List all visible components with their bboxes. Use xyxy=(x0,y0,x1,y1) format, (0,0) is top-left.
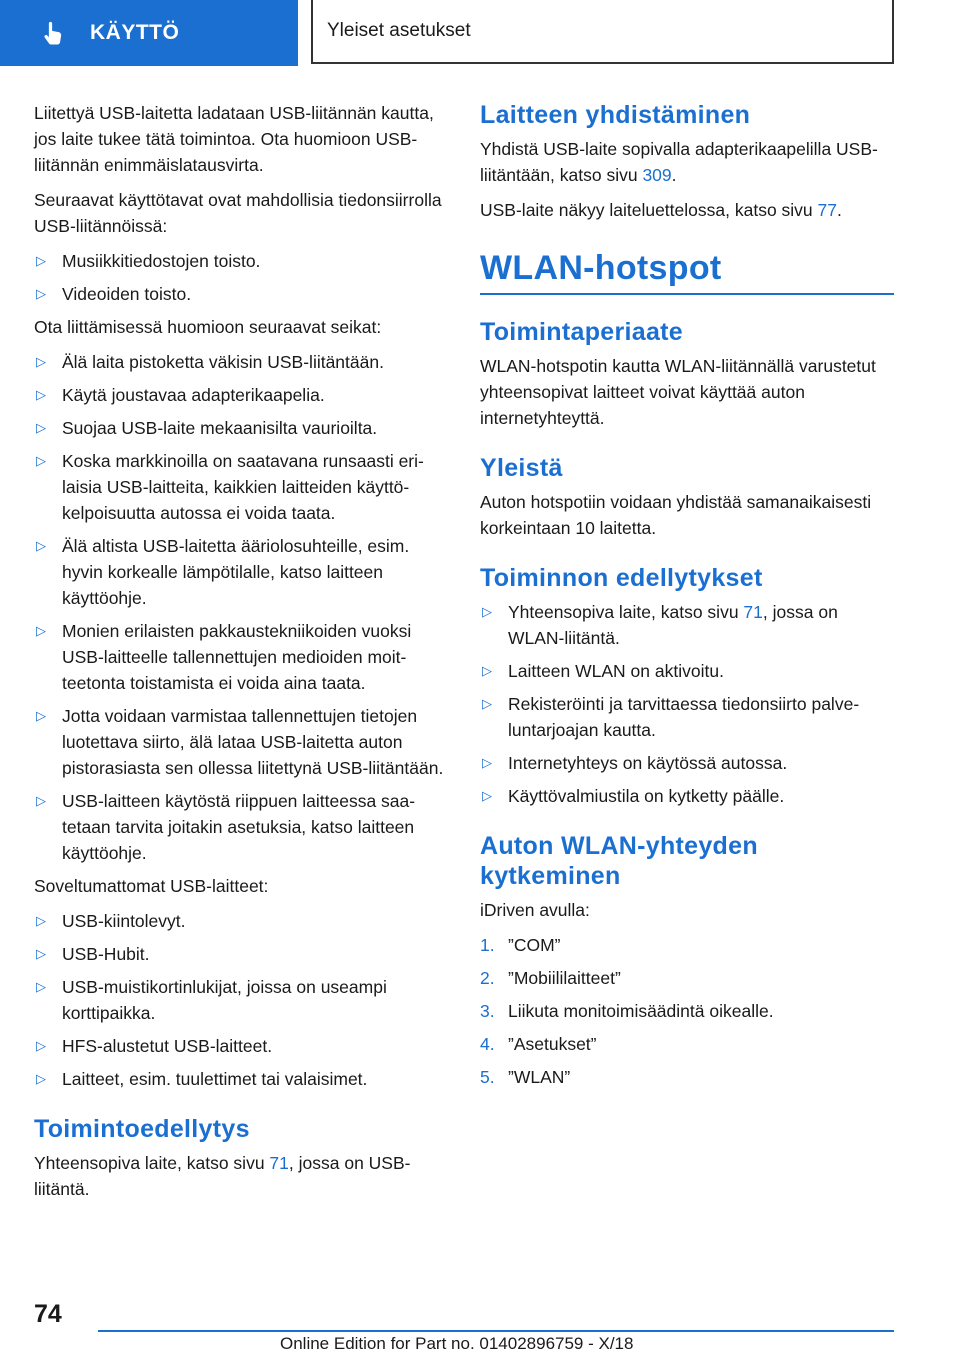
triangle-bullet-icon: ▷ xyxy=(482,663,492,678)
triangle-bullet-icon: ▷ xyxy=(36,1038,46,1053)
paragraph: Yhteensopiva laite, katso sivu 71, jossa on USB-liitäntä. xyxy=(34,1153,411,1199)
bullet-list xyxy=(34,908,448,1092)
footer-divider xyxy=(98,1330,894,1332)
paragraph: WLAN-hotspotin kautta WLAN-liitännällä varustetut yhteensopivat laitteet voivat käyttää auton internetyhteyttä. xyxy=(480,356,876,428)
chapter-heading: WLAN-hotspot xyxy=(480,247,894,295)
section-heading: Auton WLAN-yhteyden kytkeminen xyxy=(480,832,758,890)
triangle-bullet-icon: ▷ xyxy=(482,604,492,619)
paragraph: Soveltumattomat USB-laitteet: xyxy=(34,876,269,896)
triangle-bullet-icon: ▷ xyxy=(36,913,46,928)
paragraph: USB-laite näkyy laiteluettelossa, katso sivu 77. xyxy=(480,200,842,220)
triangle-bullet-icon: ▷ xyxy=(36,623,46,638)
list-item: ▷ Suojaa USB-laite mekaanisilta vaurioilta. xyxy=(34,415,448,441)
bullet-list xyxy=(34,248,448,307)
triangle-bullet-icon: ▷ xyxy=(36,979,46,994)
left-column xyxy=(34,100,448,1211)
paragraph: Auton hotspotiin voidaan yhdistää samanaikaisesti korkeintaan 10 laitetta. xyxy=(480,492,872,538)
list-item: ▷ Koska markkinoilla on saatavana runsaasti erilaisia USB-laitteita, kaikkien laitteiden käyttökelpoisuutta autossa ei voida taata. xyxy=(34,448,448,526)
bullet-list xyxy=(34,349,448,866)
triangle-bullet-icon: ▷ xyxy=(36,387,46,402)
triangle-bullet-icon: ▷ xyxy=(482,788,492,803)
list-item: ▷ Musiikkitiedostojen toisto. xyxy=(34,248,448,274)
list-item: ▷ Videoiden toisto. xyxy=(34,281,448,307)
numbered-list xyxy=(480,932,894,1090)
triangle-bullet-icon: ▷ xyxy=(36,453,46,468)
list-item: ▷ Monien erilaisten pakkaustekniikoiden vuoksi USB-laitteelle tallennettujen medioiden moitteetonta toistamista ei voida aina taata. xyxy=(34,618,448,696)
list-item: ▷ Laitteet, esim. tuulettimet tai valaisimet. xyxy=(34,1066,448,1092)
section-heading: Toimintaperiaate xyxy=(480,318,683,346)
page-number: 74 xyxy=(34,1300,62,1328)
list-item: ▷ Käytä joustavaa adapterikaapelia. xyxy=(34,382,448,408)
list-item: ▷ USB-Hubit. xyxy=(34,941,448,967)
list-item: ▷ Älä laita pistoketta väkisin USB-liitäntään. xyxy=(34,349,448,375)
section-heading: Toiminnon edellytykset xyxy=(480,564,763,592)
page-link[interactable]: 71 xyxy=(269,1153,289,1173)
paragraph: Yhdistä USB-laite sopivalla adapterikaapelilla USB-liitäntään, katso sivu 309. xyxy=(480,139,878,185)
section-tab xyxy=(311,0,894,64)
right-column xyxy=(480,100,894,1097)
list-item: ▷ Rekisteröinti ja tarvittaessa tiedonsiirto palveluntarjoajan kautta. xyxy=(480,691,894,743)
list-item: ▷ USB-kiintolevyt. xyxy=(34,908,448,934)
list-item: ▷ Käyttövalmiustila on kytketty päälle. xyxy=(480,783,894,809)
paragraph: Ota liittämisessä huomioon seuraavat seikat: xyxy=(34,317,382,337)
list-item: ▷ Laitteen WLAN on aktivoitu. xyxy=(480,658,894,684)
triangle-bullet-icon: ▷ xyxy=(36,708,46,723)
page-link[interactable]: 71 xyxy=(743,602,763,622)
list-item: ▷ HFS-alustetut USB-laitteet. xyxy=(34,1033,448,1059)
page-link[interactable]: 309 xyxy=(642,165,672,185)
list-item: 2. ”Mobiililaitteet” xyxy=(480,968,621,988)
paragraph: Liitettyä USB-laitetta ladataan USB-liitännän kautta, jos laite tukee tätä toimintoa. Ota huomioon USB-liitännän enimmäislatausvirta. xyxy=(34,103,434,175)
triangle-bullet-icon: ▷ xyxy=(36,286,46,301)
list-item: ▷ USB-muistikortinlukijat, joissa on useampi korttipaikka. xyxy=(34,974,448,1026)
section-heading: Yleistä xyxy=(480,454,563,482)
list-item: ▷ Internetyhteys on käytössä autossa. xyxy=(480,750,894,776)
pointing-hand-icon xyxy=(40,19,68,47)
list-item: 4. ”Asetukset” xyxy=(480,1034,597,1054)
chapter-tab xyxy=(0,0,298,66)
triangle-bullet-icon: ▷ xyxy=(36,354,46,369)
list-item: ▷ USB-laitteen käytöstä riippuen laitteessa saatetaan tarvita joitakin asetuksia, katso laitteen käyttöohje. xyxy=(34,788,448,866)
list-item: ▷ Yhteensopiva laite, katso sivu 71, jossa on WLAN-liitäntä. xyxy=(480,599,894,651)
page-link[interactable]: 77 xyxy=(817,200,837,220)
list-item: 5. ”WLAN” xyxy=(480,1067,571,1087)
triangle-bullet-icon: ▷ xyxy=(36,253,46,268)
list-item: ▷ Jotta voidaan varmistaa tallennettujen tietojen luotettava siirto, älä lataa USB-laitetta auton pistorasiasta sen ollessa liitettynä USB-liitäntään. xyxy=(34,703,448,781)
list-item: 1. ”COM” xyxy=(480,935,561,955)
triangle-bullet-icon: ▷ xyxy=(482,755,492,770)
triangle-bullet-icon: ▷ xyxy=(36,1071,46,1086)
triangle-bullet-icon: ▷ xyxy=(482,696,492,711)
page-header xyxy=(0,0,960,66)
paragraph: iDriven avulla: xyxy=(480,900,590,920)
section-heading: Toimintoedellytys xyxy=(34,1115,250,1143)
triangle-bullet-icon: ▷ xyxy=(36,946,46,961)
list-item: 3. Liikuta monitoimisäädintä oikealle. xyxy=(480,1001,774,1021)
bullet-list xyxy=(480,599,894,809)
chapter-tab-label: KÄYTTÖ xyxy=(90,21,180,44)
paragraph: Seuraavat käyttötavat ovat mahdollisia tiedonsiirrolla USB-liitännöissä: xyxy=(34,190,442,236)
triangle-bullet-icon: ▷ xyxy=(36,420,46,435)
triangle-bullet-icon: ▷ xyxy=(36,793,46,808)
section-tab-label: Yleiset asetukset xyxy=(327,20,471,41)
section-heading: Laitteen yhdistäminen xyxy=(480,101,751,129)
triangle-bullet-icon: ▷ xyxy=(36,538,46,553)
edition-text: Online Edition for Part no. 01402896759 - X/18 xyxy=(280,1334,634,1353)
list-item: ▷ Älä altista USB-laitetta ääriolosuhteille, esim. hyvin korkealle lämpötilalle, katso laitteen käyttöohje. xyxy=(34,533,448,611)
